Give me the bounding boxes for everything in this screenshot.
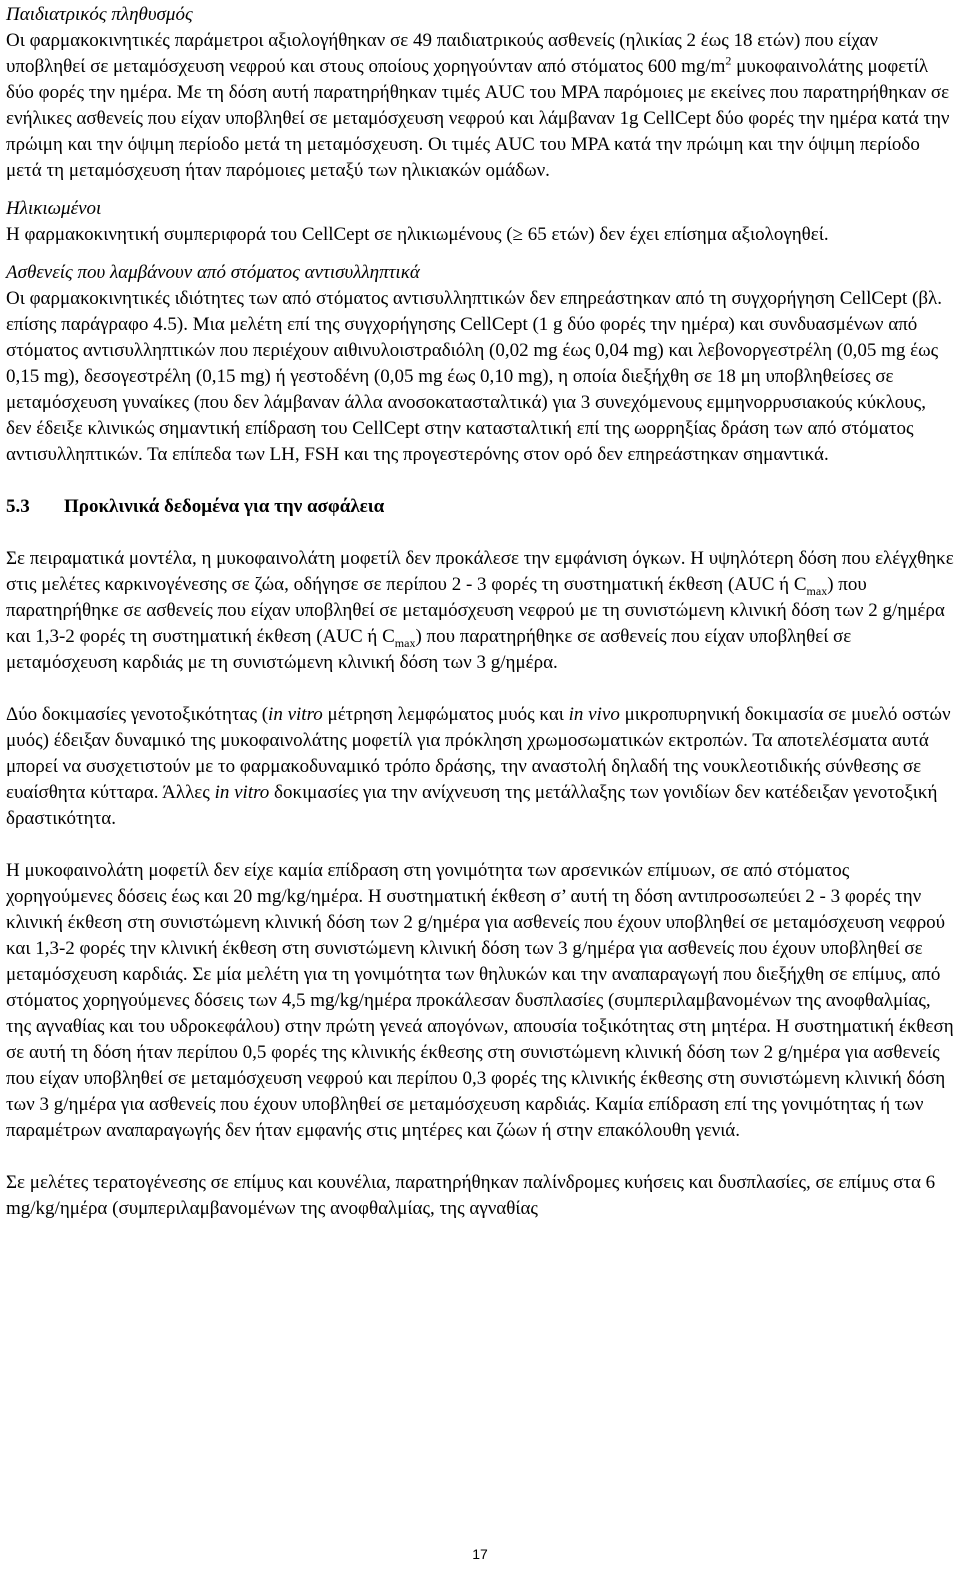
para2-text-3: μικροπυρηνική δοκιμασία σε μυελό οστών μυός) έδειξαν δυναμικό της μυκοφαινολάτης μοφετίλ για πρόκληση χρωμοσωματικών εκτροπών. Τα αποτελέσματα αυτά μπορεί να συσχετιστούν με το φαρμακοδυναμικό τρόπο δράσης, την αναστολή δηλαδή της νουκλεοτιδικής σύνθεσης σε ευαίσθητα κύτταρα. Άλλες	[6, 704, 951, 803]
contraceptives-heading: Ασθενείς που λαμβάνουν από στόματος αντισυλληπτικά	[6, 262, 420, 283]
para2-text-4: δοκιμασίες για την ανίχνευση της μετάλλαξης των γονιδίων δεν κατέδειξαν γενοτοξική δραστικότητα.	[6, 782, 938, 829]
section-heading	[6, 494, 956, 520]
fertility-paragraph: Η μυκοφαινολάτη μοφετίλ δεν είχε καμία επίδραση στη γονιμότητα των αρσενικών επίμυων, σε από στόματος χορηγούμενες δόσεις έως και 20 mg/kg/ημέρα. Η συστηματική έκθεση σ’ αυτή τη δόση αντιπροσωπεύει 2 - 3 φορές την κλινική έκθεση στη συνιστώμενη κλινική δόση των 2 g/ημέρα για ασθενείς που έχουν υποβληθεί σε μεταμόσχευση νεφρού και 1,3-2 φορές την κλινική έκθεση στη συνιστώμενη κλινική δόση των 3 g/ημέρα για ασθενείς που έχουν υποβληθεί σε μεταμόσχευση καρδιάς. Σε μία μελέτη για τη γονιμότητα των θηλυκών και την αναπαραγωγή που διεξήχθη σε επίμυς, από στόματος χορηγούμενες δόσεις των 4,5 mg/kg/ημέρα προκάλεσαν δυσπλασίες (συμπεριλαμβανομένων της ανοφθαλμίας, της αγναθίας και του υδροκεφάλου) στην πρώτη γενεά απογόνων, απουσία τοξικότητας στη μητέρα. Η συστηματική έκθεση σε αυτή τη δόση ήταν περίπου 0,5 φορές της κλινικής έκθεσης στη συνιστώμενη κλινική δόση των 2 g/ημέρα για ασθενείς που είχαν υποβληθεί σε μεταμόσχευση νεφρού και περίπου 0,3 φορές της κλινικής έκθεσης στη συνιστώμενη κλινική δόση των 3 g/ημέρα για ασθενείς που έχουν υποβληθεί σε μεταμόσχευση καρδιάς. Καμία επίδραση επί της γονιμότητας ή των παραμέτρων αναπαραγωγής δεν ήταν εμφανής στις μητέρες και ζώων ή στην επακόλουθη γενιά.	[6, 860, 954, 1141]
section-title: Προκλινικά δεδομένα για την ασφάλεια	[64, 496, 385, 517]
teratogenicity-paragraph: Σε μελέτες τερατογένεσης σε επίμυς και κουνέλια, παρατηρήθηκαν παλίνδρομες κυήσεις και δυσπλασίες, σε επίμυς στα 6 mg/kg/ημέρα (συμπεριλαμβανομένων της ανοφθαλμίας, της αγναθίας	[6, 1172, 936, 1219]
pediatric-superscript: 2	[725, 53, 732, 68]
para2-text-1: Δύο δοκιμασίες γενοτοξικότητας (	[6, 704, 269, 725]
elderly-heading: Ηλικιωμένοι	[6, 198, 102, 219]
elderly-paragraph: Η φαρμακοκινητική συμπεριφορά του CellCept σε ηλικιωμένους (≥ 65 ετών) δεν έχει επίσημα αξιολογηθεί.	[6, 224, 829, 245]
document-page	[6, 2, 956, 1222]
pediatric-heading: Παιδιατρικός πληθυσμός	[6, 4, 193, 25]
pediatric-text-b: μυκοφαινολάτης μοφετίλ δύο φορές την ημέρα. Με τη δόση αυτή παρατηρήθηκαν τιμές AUC του MPA παρόμοιες με εκείνες που παρατηρήθηκαν σε ενήλικες ασθενείς που είχαν υποβληθεί σε μεταμόσχευση νεφρού και λάμβαναν 1g CellCept δύο φορές την ημέρα κατά την πρώιμη και την όψιμη περίοδο μετά τη μεταμόσχευση. Οι τιμές AUC του MPA κατά την πρώιμη και την όψιμη περίοδο μετά τη μεταμόσχευση ήταν παρόμοιες μεταξύ των ηλικιακών ομάδων.	[6, 56, 950, 181]
para2-italic-1: in vitro	[268, 704, 323, 725]
para2-italic-2: in vivo	[568, 704, 620, 725]
para2-italic-3: in vitro	[214, 782, 270, 803]
carcinogenicity-paragraph	[6, 546, 956, 676]
cmax-subscript-2: max	[394, 635, 416, 650]
page-number: 17	[472, 1546, 488, 1562]
para1-text-1: Σε πειραματικά μοντέλα, η μυκοφαινολάτη μοφετίλ δεν προκάλεσε την εμφάνιση όγκων. Η υψηλότερη δόση που ελέγχθηκε στις μελέτες καρκινογένεσης σε ζώα, οδήγησε σε περίπου 2 - 3 φορές τη συστηματική έκθεση (AUC ή C	[6, 548, 954, 595]
section-number: 5.3	[6, 496, 30, 517]
contraceptives-paragraph: Οι φαρμακοκινητικές ιδιότητες των από στόματος αντισυλληπτικών δεν επηρεάστηκαν από τη συγχορήγηση CellCept (βλ. επίσης παράγραφο 4.5). Μια μελέτη επί της συγχορήγησης CellCept (1 g δύο φορές την ημέρα) και συνδυασμένων από στόματος αντισυλληπτικών που περιέχουν αιθινυλοιστραδιόλη (0,02 mg έως 0,04 mg) και λεβονοργεστρέλη (0,05 mg έως 0,15 mg), δεσογεστρέλη (0,15 mg) ή γεστοδένη (0,05 mg έως 0,10 mg), η οποία διεξήχθη σε 18 μη υποβληθείσες σε μεταμόσχευση γυναίκες (που δεν λάμβαναν άλλα ανοσοκατασταλτικά) για 3 συνεχόμενους εμμηνορρυσιακούς κύκλους, δεν έδειξε κλινικώς σημαντική επίδραση του CellCept στην κατασταλτική επί της ωορρηξίας δράση των από στόματος αντισυλληπτικών. Τα επίπεδα των LH, FSH και της προγεστερόνης στον ορό δεν επηρεάστηκαν σημαντικά.	[6, 288, 942, 465]
genotoxicity-paragraph	[6, 702, 956, 832]
cmax-subscript-1: max	[806, 583, 828, 598]
pediatric-paragraph	[6, 28, 956, 184]
para1-text-2: ) που παρατηρήθηκε σε ασθενείς που είχαν υποβληθεί σε μεταμόσχευση νεφρού με τη συνιστώμενη κλινική δόση των 2 g/ημέρα και 1,3-2 φορές τη συστηματική έκθεση (AUC ή C	[6, 574, 945, 647]
para1-text-3: ) που παρατηρήθηκε σε ασθενείς που είχαν υποβληθεί σε μεταμόσχευση καρδιάς με τη συνιστώμενη κλινική δόση των 3 g/ημέρα.	[6, 626, 852, 673]
para2-text-2: μέτρηση λεμφώματος μυός και	[322, 704, 569, 725]
pediatric-text-a: Οι φαρμακοκινητικές παράμετροι αξιολογήθηκαν σε 49 παιδιατρικούς ασθενείς (ηλικίας 2 έως 18 ετών) που είχαν υποβληθεί σε μεταμόσχευση νεφρού και στους οποίους χορηγούνταν από στόματος 600 mg/m	[6, 30, 878, 77]
